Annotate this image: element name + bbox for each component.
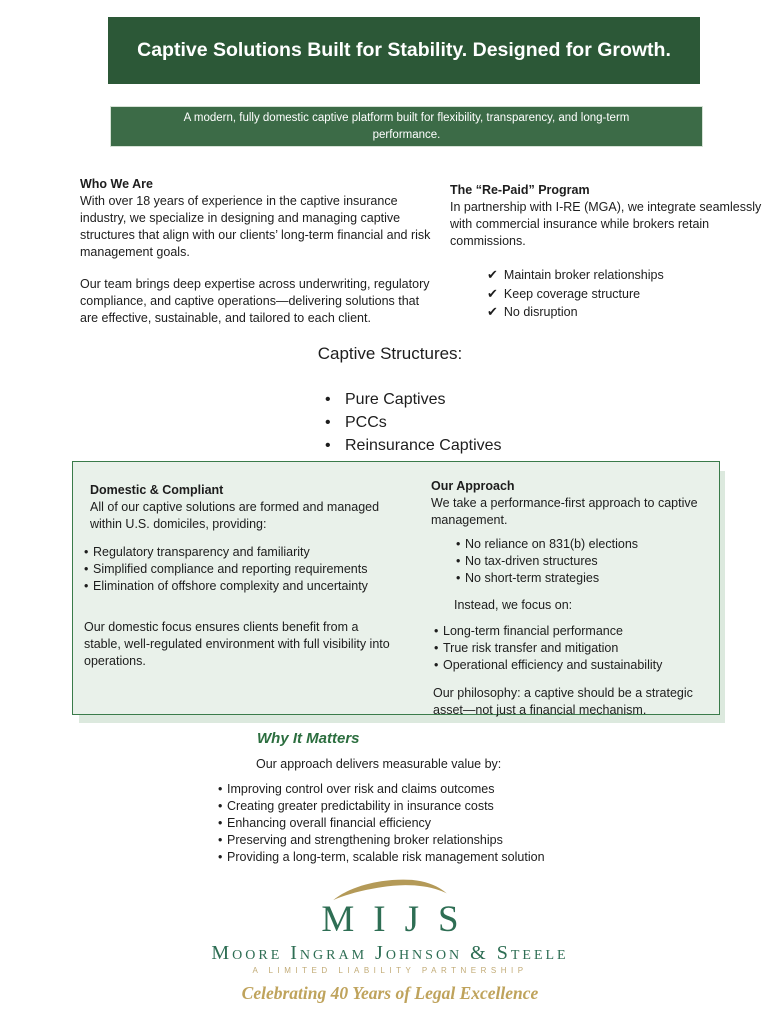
captive-structures-list [323, 388, 502, 457]
why-it-matters-intro: Our approach delivers measurable value by: [256, 757, 502, 771]
domestic-compliant-section [84, 482, 396, 670]
subtitle-banner [110, 106, 703, 147]
repaid-program-heading: The “Re-Paid” Program [450, 183, 590, 197]
title-banner [108, 17, 700, 84]
domestic-compliant-heading: Domestic & Compliant [90, 483, 224, 497]
firm-logo [0, 877, 780, 1003]
list-item: • Enhancing overall financial efficiency [218, 815, 545, 832]
who-we-are-heading: Who We Are [80, 177, 153, 191]
list-item: • Improving control over risk and claims outcomes [218, 781, 545, 798]
why-it-matters-list [218, 781, 545, 866]
repaid-checklist [487, 266, 764, 322]
domestic-intro: All of our captive solutions are formed and managed within U.S. domiciles, providing: [90, 500, 380, 531]
domestic-outro: Our domestic focus ensures clients benefit from a stable, well-regulated environment with full visibility into operations. [84, 620, 390, 668]
instead-label: Instead, we focus on: [454, 598, 573, 612]
list-item: • Elimination of offshore complexity and uncertainty [84, 578, 396, 595]
firm-anniversary-line: Celebrating 40 Years of Legal Excellence [241, 983, 539, 1003]
page-subtitle: A modern, fully domestic captive platform built for flexibility, transparency, and long-term performance. [183, 111, 630, 141]
info-box [72, 461, 720, 715]
checklist-item-label: No disruption [503, 305, 578, 319]
captive-structures-heading: Captive Structures: [317, 344, 463, 363]
who-we-are-paragraph-2: Our team brings deep expertise across underwriting, regulatory compliance, and captive operations—delivering solutions that are effective, sustainable, and tailored to each client. [80, 277, 430, 325]
our-approach-heading: Our Approach [431, 479, 515, 493]
list-item: • Long-term financial performance [434, 623, 723, 640]
checklist-item [487, 303, 764, 322]
list-item: • No reliance on 831(b) elections [456, 536, 723, 553]
approach-intro: We take a performance-first approach to captive management. [431, 496, 698, 527]
checklist-item-label: Maintain broker relationships [503, 268, 664, 282]
page-title: Captive Solutions Built for Stability. Designed for Growth. [137, 38, 671, 61]
list-item: • Regulatory transparency and familiarity [84, 544, 396, 561]
repaid-program-paragraph: In partnership with I-RE (MGA), we integrate seamlessly with commercial insurance while brokers retain commissions. [450, 200, 762, 248]
list-item: • Pure Captives [323, 388, 502, 411]
list-item: • Simplified compliance and reporting requirements [84, 561, 396, 578]
repaid-program-section [450, 182, 764, 322]
firm-partnership-line: A LIMITED LIABILITY PARTNERSHIP [252, 966, 528, 975]
list-item: • Reinsurance Captives [323, 434, 502, 457]
checklist-item-label: Keep coverage structure [503, 286, 641, 301]
list-item: • True risk transfer and mitigation [434, 640, 723, 657]
approach-focus-list [434, 623, 723, 674]
approach-avoid-list [456, 536, 723, 587]
list-item: • Preserving and strengthening broker relationships [218, 832, 545, 849]
approach-philosophy: Our philosophy: a captive should be a strategic asset—not just a financial mechanism. [433, 686, 693, 717]
checkmark-icon: ✔ [487, 267, 498, 282]
list-item: • PCCs [323, 411, 502, 434]
our-approach-section [431, 478, 723, 719]
list-item: • Creating greater predictability in insurance costs [218, 798, 545, 815]
checklist-item [487, 285, 764, 304]
logo-monogram: MIJS [321, 899, 478, 940]
checkmark-icon: ✔ [487, 285, 498, 301]
why-it-matters-heading: Why It Matters [257, 730, 360, 747]
list-item: • No short-term strategies [456, 570, 723, 587]
who-we-are-paragraph-1: With over 18 years of experience in the captive insurance industry, we specialize in designing and managing captive structures that align with our clients’ long-term financial and risk management goals. [80, 194, 431, 259]
list-item: • No tax-driven structures [456, 553, 723, 570]
who-we-are-section [80, 176, 440, 342]
firm-name: Moore Ingram Johnson & Steele [211, 942, 569, 964]
checklist-item [487, 266, 764, 285]
checkmark-icon: ✔ [487, 304, 498, 319]
list-item: • Operational efficiency and sustainability [434, 657, 723, 674]
list-item: • Providing a long-term, scalable risk management solution [218, 849, 545, 866]
